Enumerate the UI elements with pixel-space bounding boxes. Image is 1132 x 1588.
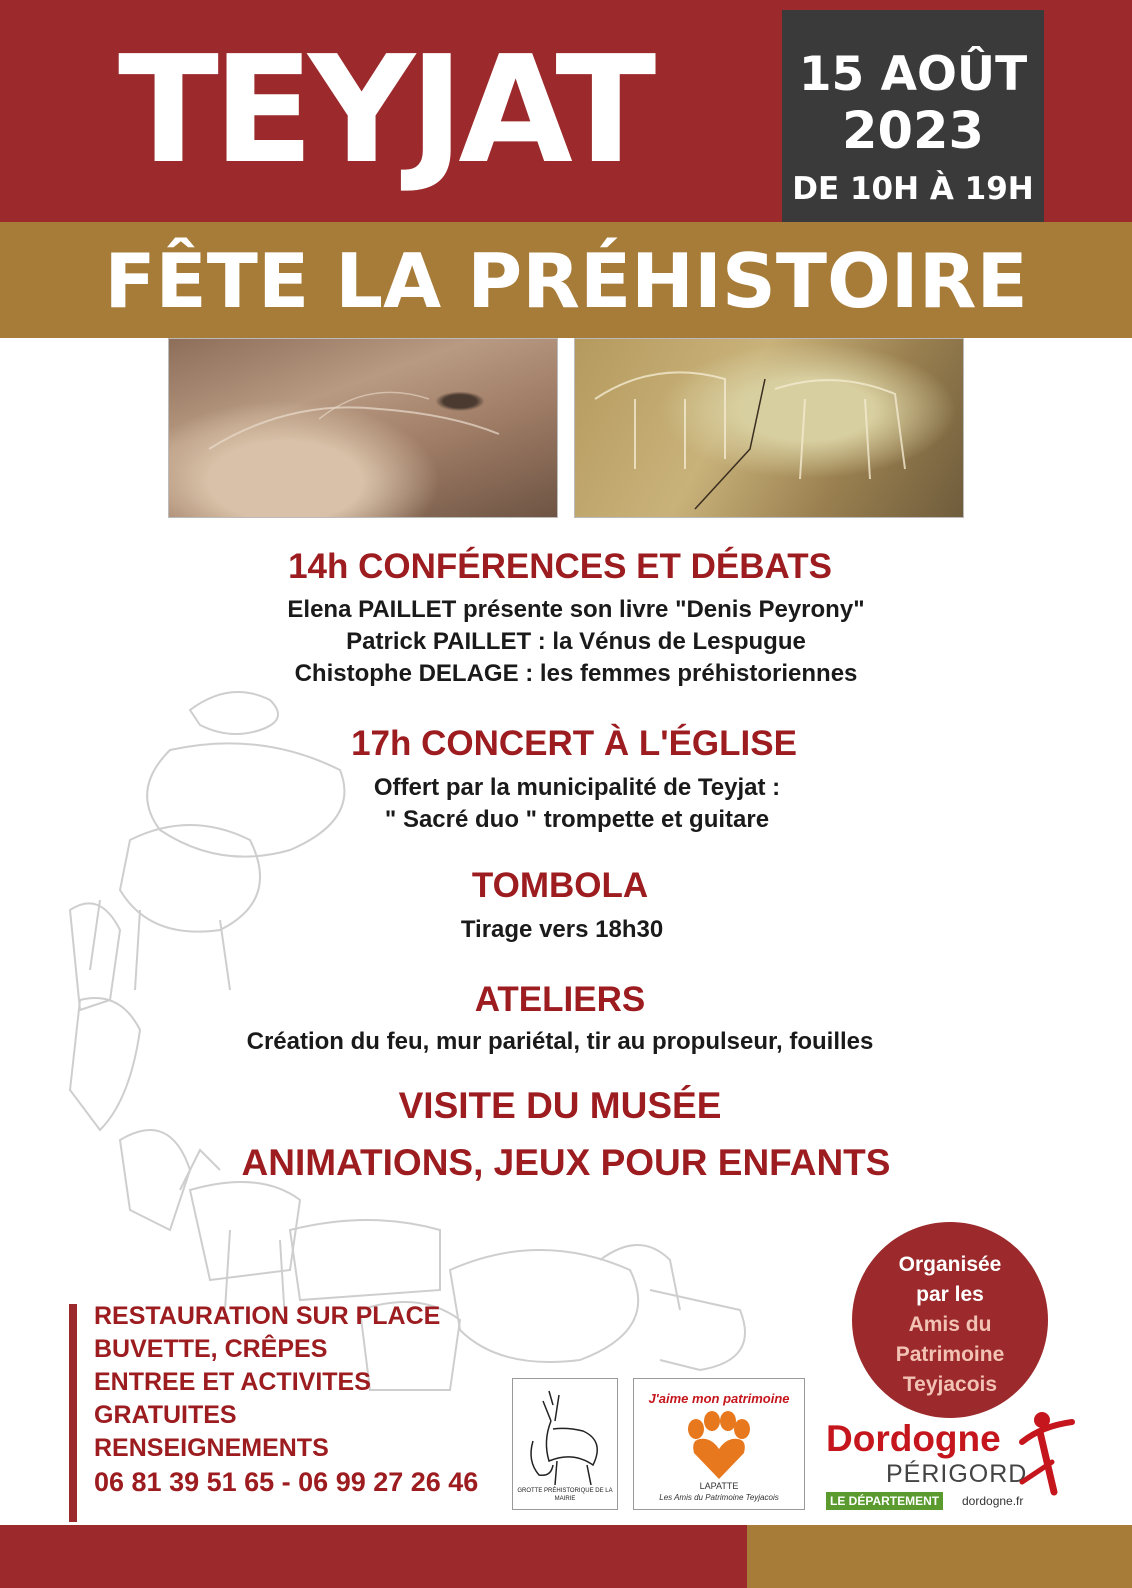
lapatte-caption: Les Amis du Patrimoine Teyjacois [659,1493,779,1502]
dordogne-name: Dordogne [826,1418,1001,1459]
organizer-line-4: Patrimoine [895,1343,1005,1366]
organizer-line-2: par les [916,1283,984,1306]
event-hours: DE 10H À 19H [792,171,1034,207]
ateliers-heading: ATELIERS [474,980,646,1019]
info-buvette: BUVETTE, CRÊPES [94,1335,328,1363]
organizer-line-3: Amis du [908,1313,992,1336]
conferences-line-3: Chistophe DELAGE : les femmes préhistoriennes [294,660,858,687]
musee-heading: VISITE DU MUSÉE [398,1085,722,1126]
concert-heading: 17h CONCERT À L'ÉGLISE [351,724,797,763]
perigord-label: PÉRIGORD [886,1460,1028,1488]
organizer-line-5: Teyjacois [902,1373,998,1396]
departement-label: LE DÉPARTEMENT [826,1492,943,1510]
tombola-heading: TOMBOLA [471,866,649,905]
date-day-month: 15 AOÛT [798,47,1028,102]
engraving-lines-left [169,339,557,517]
grotte-logo [512,1378,618,1510]
deer-icon [513,1381,617,1493]
paw-icon [634,1409,804,1489]
event-subtitle: FÊTE LA PRÉHISTOIRE [104,237,1028,325]
date-year: 2023 [842,102,984,161]
lapatte-arc-text: J'aime mon patrimoine [648,1391,790,1406]
ateliers-line-1: Création du feu, mur pariétal, tir au propulseur, fouilles [246,1028,874,1055]
lapatte-logo [633,1378,805,1510]
footer-band-red [0,1525,747,1588]
info-entree: ENTREE ET ACTIVITES [94,1368,371,1396]
tombola-line-1: Tirage vers 18h30 [460,916,664,943]
conferences-heading: 14h CONFÉRENCES ET DÉBATS [288,547,832,586]
footer-band-ochre [747,1525,1132,1588]
conferences-line-2: Patrick PAILLET : la Vénus de Lespugue [346,628,806,655]
cave-engraving-photo-left [168,338,558,518]
engraving-lines-right [575,339,963,517]
organizer-badge [852,1222,1048,1418]
website-label: dordogne.fr [962,1494,1024,1508]
concert-line-2: " Sacré duo " trompette et guitare [384,806,770,833]
cave-engraving-photo-right [574,338,964,518]
organizer-line-1: Organisée [898,1253,1002,1276]
animations-heading: ANIMATIONS, JEUX POUR ENFANTS [241,1142,891,1183]
conferences-line-1: Elena PAILLET présente son livre "Denis Peyrony" [287,596,865,623]
grotte-caption: GROTTE PRÉHISTORIQUE DE LA MAIRIE [517,1488,613,1502]
dordogne-figure-icon [1012,1402,1082,1498]
info-renseignements: RENSEIGNEMENTS [94,1434,329,1462]
info-phones: 06 81 39 51 65 - 06 99 27 26 46 [94,1467,479,1497]
concert-line-1: Offert par la municipalité de Teyjat : [373,774,781,801]
lapatte-name: LAPATTE [699,1481,739,1491]
dordogne-logo [826,1418,1086,1518]
info-restauration: RESTAURATION SUR PLACE [94,1302,441,1330]
date-box [782,10,1044,242]
info-accent-bar [69,1304,77,1522]
event-title: TEYJAT [118,24,651,196]
info-gratuites: GRATUITES [94,1401,237,1429]
